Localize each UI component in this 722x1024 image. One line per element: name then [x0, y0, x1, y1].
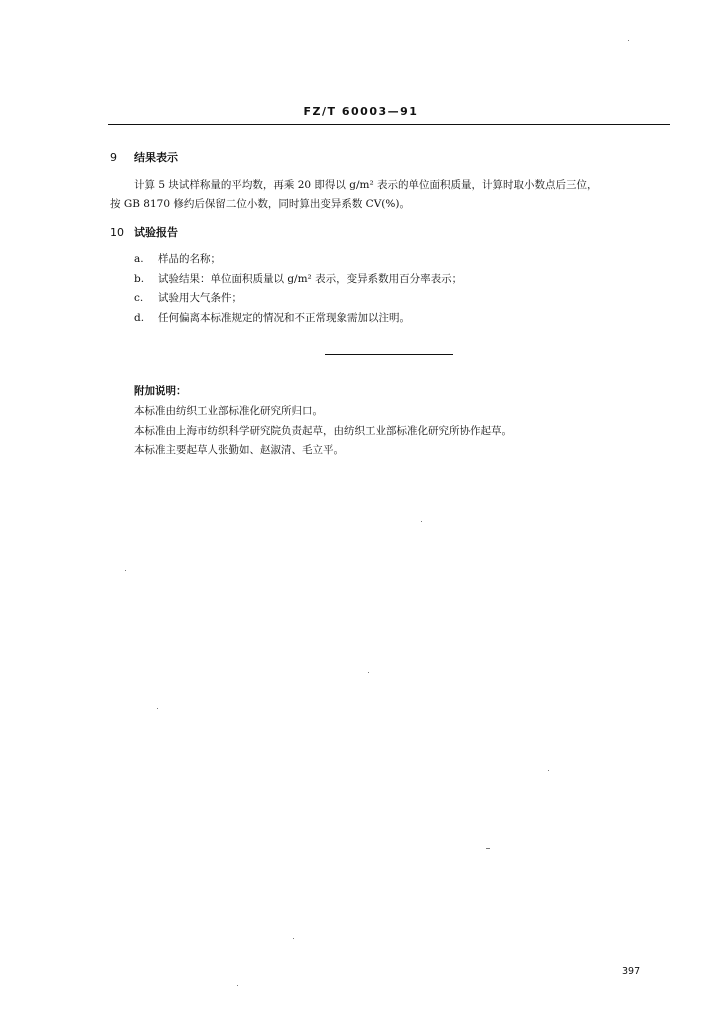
page-number: 397 — [622, 966, 641, 977]
note-line: 本标准由纺织工业部标准化研究所归口。 — [134, 405, 323, 417]
list-item — [134, 290, 242, 305]
list-marker: a. — [134, 253, 144, 265]
list-item — [134, 310, 410, 325]
scan-speck — [628, 40, 629, 41]
list-marker: d. — [134, 312, 145, 324]
list-item — [134, 271, 462, 286]
section-number: 9 — [110, 151, 117, 164]
section-9-heading — [110, 149, 178, 165]
additional-notes-title: 附加说明： — [134, 385, 187, 397]
paragraph-line: 计算 5 块试样称量的平均数，再乘 20 即得以 g/m² 表示的单位面积质量，计算时取小数点后三位， — [134, 179, 598, 191]
note-line: 本标准主要起草人张勤如、赵淑清、毛立平。 — [134, 444, 344, 456]
standard-code-header: FZ/T 60003—91 — [303, 105, 419, 118]
section-title: 试验报告 — [134, 226, 178, 239]
scan-speck — [125, 570, 126, 571]
scan-speck — [157, 708, 158, 709]
section-title: 结果表示 — [134, 151, 178, 164]
list-marker: c. — [134, 292, 144, 304]
list-text: 任何偏离本标准规定的情况和不正常现象需加以注明。 — [158, 312, 410, 324]
list-marker: b. — [134, 273, 145, 285]
list-text: 试验结果：单位面积质量以 g/m² 表示，变异系数用百分率表示； — [158, 273, 463, 285]
scan-speck — [548, 770, 549, 771]
list-text: 样品的名称； — [158, 253, 221, 265]
scan-speck — [368, 672, 369, 673]
scan-speck — [421, 521, 422, 522]
section-9-paragraph — [110, 176, 682, 214]
list-item — [134, 251, 221, 266]
header-rule — [108, 124, 670, 125]
paragraph-line: 按 GB 8170 修约后保留二位小数，同时算出变异系数 CV(%)。 — [110, 198, 410, 210]
list-text: 试验用大气条件； — [158, 292, 242, 304]
scan-speck — [486, 848, 490, 849]
section-number: 10 — [110, 226, 124, 239]
note-line: 本标准由上海市纺织科学研究院负责起草，由纺织工业部标准化研究所协作起草。 — [134, 425, 512, 437]
section-10-heading — [110, 224, 178, 240]
scan-speck — [237, 985, 238, 986]
end-of-text-rule — [325, 354, 453, 355]
scan-speck — [293, 938, 294, 939]
